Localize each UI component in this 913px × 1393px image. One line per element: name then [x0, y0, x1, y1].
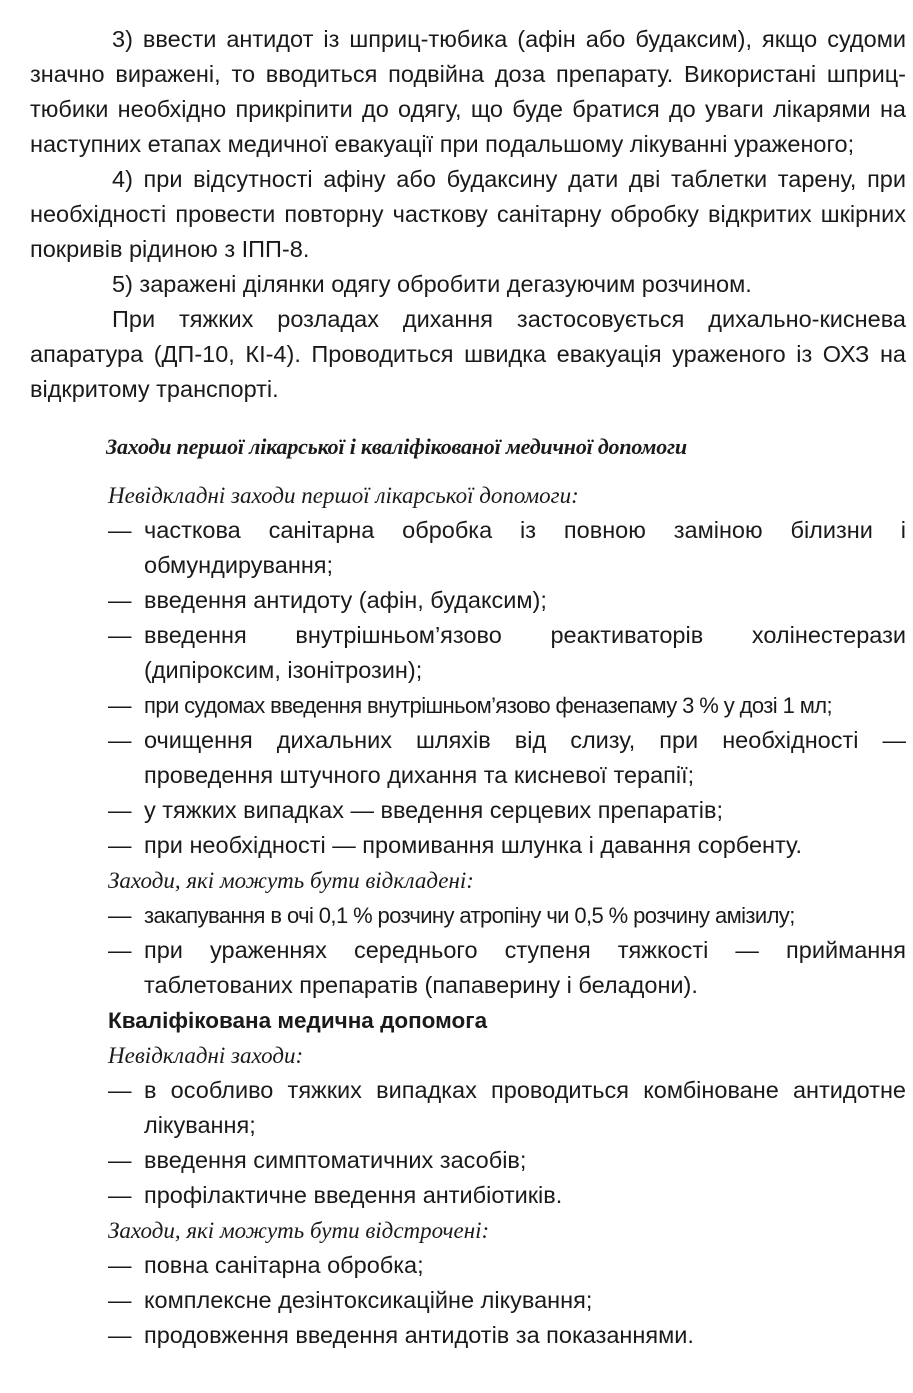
first-aid-deferred-heading: Заходи, які можуть бути відкладені: [108, 868, 474, 893]
paragraph-step-5: 5) заражені ділянки одягу обробити дегазуючим розчином. [112, 271, 752, 297]
paragraph-step-4: 4) при відсутності афіну або будаксину дати дві таблетки тарену, при необхідності провести повторну часткову санітарну обробку відкритих шкірних покривів рідиною з ІПП-8. [30, 166, 906, 262]
dash-mark: — [108, 1077, 132, 1103]
list-item: — профілактичне введення антибіотиків. [108, 1178, 906, 1213]
first-aid-urgent-heading: Невідкладні заходи першої лікарської допомоги: [108, 483, 579, 508]
section-title: Заходи першої лікарської і кваліфікованої медичної допомоги [106, 434, 687, 459]
dash-mark: — [108, 622, 132, 648]
dash-mark: — [108, 1322, 132, 1348]
dash-mark: — [108, 902, 132, 928]
paragraph-step-3: 3) ввести антидот із шприц-тюбика (афін або будаксим), якщо судоми значно виражені, то вводиться подвійна доза препарату. Використані шприц-тюбики необхідно прикріпити до одягу, що буде братися до уваги лікарями на наступних етапах медичної евакуації при подальшому лікуванні ураженого; [30, 26, 906, 157]
list-item: — при ураженнях середнього ступеня тяжкості — приймання таблетованих препаратів (папаверину і беладони). [108, 933, 906, 1003]
list-item: — у тяжких випадках — введення серцевих препаратів; [108, 793, 906, 828]
list-item: — при необхідності — промивання шлунка і давання сорбенту. [108, 828, 906, 863]
document-page [30, 22, 906, 1353]
list-item: — очищення дихальних шляхів від слизу, при необхідності — проведення штучного дихання та кисневої терапії; [108, 723, 906, 793]
list-item: — повна санітарна обробка; [108, 1248, 906, 1283]
list-item: — в особливо тяжких випадках проводиться комбіноване антидотне лікування; [108, 1073, 906, 1143]
dash-mark: — [108, 937, 132, 963]
list-item: — часткова санітарна обробка із повною заміною білизни і обмундирування; [108, 513, 906, 583]
dash-mark: — [108, 692, 132, 718]
list-item: — введення антидоту (афін, будаксим); [108, 583, 906, 618]
qualified-delayed-heading: Заходи, які можуть бути відстрочені: [108, 1218, 490, 1243]
dash-mark: — [108, 587, 132, 613]
dash-mark: — [108, 1182, 132, 1208]
dash-mark: — [108, 832, 132, 858]
list-item: — введення внутрішньом’язово реактиваторів холінестерази (дипіроксим, ізонітрозин); [108, 618, 906, 688]
paragraph-breathing: При тяжких розладах дихання застосовується дихально-киснева апаратура (ДП-10, КІ-4). Проводиться швидка евакуація ураженого із ОХЗ на відкритому транспорті. [30, 306, 906, 402]
dash-mark: — [108, 797, 132, 823]
dash-mark: — [108, 1147, 132, 1173]
list-item: — при судомах введення внутрішньом’язово феназепаму 3 % у дозі 1 мл; [108, 688, 906, 723]
qualified-urgent-heading: Невідкладні заходи: [108, 1043, 304, 1068]
dash-mark: — [108, 1252, 132, 1278]
list-item: — продовження введення антидотів за показаннями. [108, 1318, 906, 1353]
dash-mark: — [108, 1287, 132, 1313]
qualified-care-heading: Кваліфікована медична допомога [108, 1008, 488, 1033]
list-item: — закапування в очі 0,1 % розчину атропіну чи 0,5 % розчину амізилу; [108, 898, 906, 933]
dash-mark: — [108, 517, 132, 543]
dash-mark: — [108, 727, 132, 753]
list-item: — введення симптоматичних засобів; [108, 1143, 906, 1178]
list-item: — комплексне дезінтоксикаційне лікування; [108, 1283, 906, 1318]
